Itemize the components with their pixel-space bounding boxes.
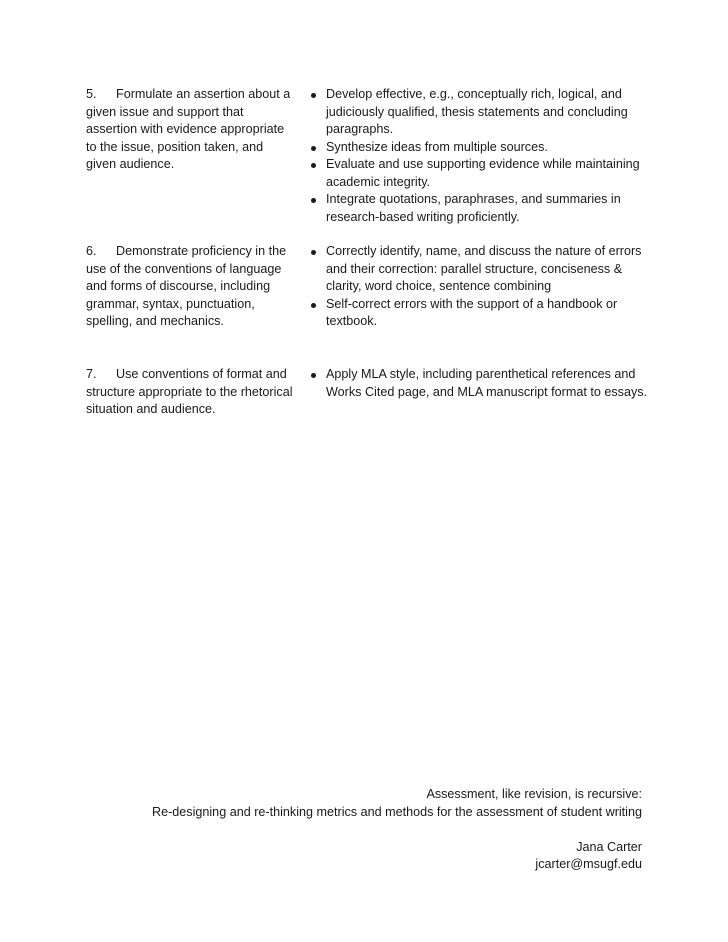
outcome-bullet-list bbox=[308, 86, 656, 226]
outcome-bullet-list bbox=[308, 366, 656, 401]
bullet-item: Integrate quotations, paraphrases, and summaries in research-based writing proficiently. bbox=[308, 191, 656, 226]
bullet-item: Self-correct errors with the support of a handbook or textbook. bbox=[308, 296, 656, 331]
footer-author: Jana Carter bbox=[576, 839, 642, 854]
outcome-text: Use conventions of format and structure appropriate to the rhetorical situation and audience. bbox=[86, 367, 293, 416]
bullet-item: Apply MLA style, including parenthetical references and Works Cited page, and MLA manuscript format to essays. bbox=[308, 366, 656, 401]
bullet-item: Synthesize ideas from multiple sources. bbox=[308, 139, 656, 157]
outcome-bullet-list bbox=[308, 243, 656, 331]
outcome-text: Demonstrate proficiency in the use of the conventions of language and forms of discourse, including grammar, syntax, punctuation, spelling, and mechanics. bbox=[86, 244, 287, 328]
bullet-item: Correctly identify, name, and discuss the nature of errors and their correction: parallel structure, conciseness & clarity, word choice, sentence combining bbox=[308, 243, 656, 296]
bullet-item: Evaluate and use supporting evidence while maintaining academic integrity. bbox=[308, 156, 656, 191]
outcome-description bbox=[86, 366, 296, 419]
outcome-description bbox=[86, 243, 296, 331]
outcome-number: 5. bbox=[86, 87, 97, 101]
outcome-text: Formulate an assertion about a given issue and support that assertion with evidence appropriate to the issue, position taken, and given audience. bbox=[86, 87, 291, 171]
outcome-description bbox=[86, 86, 296, 174]
outcome-number: 7. bbox=[86, 367, 97, 381]
footer-title-line-2: Re-designing and re-thinking metrics and methods for the assessment of student writing bbox=[151, 804, 642, 819]
footer-email: jcarter@msugf.edu bbox=[535, 857, 642, 871]
footer-title-line-1: Assessment, like revision, is recursive: bbox=[426, 787, 642, 801]
page-footer bbox=[82, 786, 642, 874]
bullet-item: Develop effective, e.g., conceptually rich, logical, and judiciously qualified, thesis statements and concluding paragraphs. bbox=[308, 86, 656, 139]
outcome-number: 6. bbox=[86, 244, 97, 258]
